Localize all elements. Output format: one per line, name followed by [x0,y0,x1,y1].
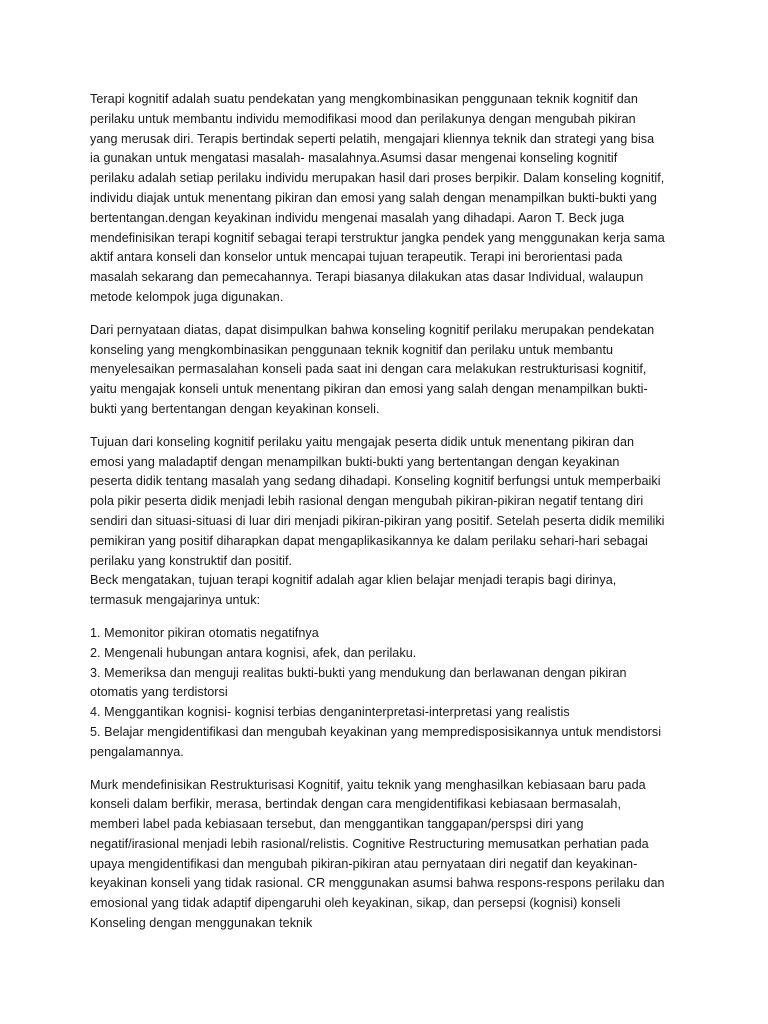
list-item: 1. Memonitor pikiran otomatis negatifnya [90,625,319,640]
list-item: 5. Belajar mengidentifikasi dan mengubah keyakinan yang mempredisposisikannya untuk mendistorsi pengalamannya. [90,724,662,759]
paragraph-restructuring: Murk mendefinisikan Restrukturisasi Kognitif, yaitu teknik yang menghasilkan kebiasaan baru pada konseli dalam berfikir, merasa, bertindak dengan cara mengidentifikasi kebiasaan bermasalah, memberi label pada kebiasaan tersebut, dan menggantikan tanggapan/perspsi diri yang negatif/irasional menjadi lebih rasional/relistis. Cognitive Restructuring memusatkan perhatian pada upaya mengidentifikasi dan mengubah pikiran-pikiran atau pernyataan diri negatif dan keyakinan-keyakinan konseli yang tidak rasional. CR menggunakan asumsi bahwa respons-respons perilaku dan emosional yang tidak adaptif dipengaruhi oleh keyakinan, sikap, dan persepsi (kognisi) konseli Konseling dengan menggunakan teknik [90,777,665,931]
list-item: 3. Memeriksa dan menguji realitas bukti-bukti yang mendukung dan berlawanan dengan pikiran otomatis yang terdistorsi [90,665,627,700]
numbered-list [90,624,665,763]
list-item: 4. Menggantikan kognisi- kognisi terbias denganinterpretasi-interpretasi yang realistis [90,705,570,720]
paragraph-conclusion: Dari pernyataan diatas, dapat disimpulkan bahwa konseling kognitif perilaku merupakan pendekatan konseling yang mengkombinasikan penggunaan teknik kognitif dan perilaku untuk membantu menyelesaikan permasalahan konseli pada saat ini dengan cara melakukan restrukturisasi kognitif, yaitu mengajak konseli untuk menentang pikiran dan emosi yang salah dengan menampilkan bukti-bukti yang bertentangan dengan keyakinan konseli. [90,322,655,416]
paragraph-beck: Beck mengatakan, tujuan terapi kognitif adalah agar klien belajar menjadi terapis bagi dirinya, termasuk mengajarinya untuk: [90,573,617,608]
list-item: 2. Mengenali hubungan antara kognisi, afek, dan perilaku. [90,645,417,660]
paragraph-objective: Tujuan dari konseling kognitif perilaku yaitu mengajak peserta didik untuk menentang pikiran dan emosi yang maladaptif dengan menampilkan bukti-bukti yang bertentangan dengan keyakinan peserta didik tentang masalah yang sedang dihadapi. Konseling kognitif berfungsi untuk memperbaiki pola pikir peserta didik menjadi lebih rasional dengan mengubah pikiran-pikiran negatif tentang diri sendiri dan situasi-situasi di luar diri menjadi pikiran-pikiran yang positif. Setelah peserta didik memiliki pemikiran yang positif diharapkan dapat mengaplikasikannya ke dalam perilaku sehari-hari sebagai perilaku yang konstruktif dan positif. [90,434,665,568]
document-page [90,90,665,934]
paragraph-intro: Terapi kognitif adalah suatu pendekatan yang mengkombinasikan penggunaan teknik kognitif dan perilaku untuk membantu individu memodifikasi mood dan perilakunya dengan mengubah pikiran yang merusak diri. Terapis bertindak seperti pelatih, mengajari kliennya teknik dan strategi yang bisa ia gunakan untuk mengatasi masalah- masalahnya.Asumsi dasar mengenai konseling kognitif perilaku adalah setiap perilaku individu merupakan hasil dari proses berpikir. Dalam konseling kognitif, individu diajak untuk menentang pikiran dan emosi yang salah dengan menampilkan bukti-bukti yang bertentangan.dengan keyakinan individu mengenai masalah yang dihadapi. Aaron T. Beck juga mendefinisikan terapi kognitif sebagai terapi terstruktur jangka pendek yang menggunakan kerja sama aktif antara konseli dan konselor untuk mencapai tujuan terapeutik. Terapi ini berorientasi pada masalah sekarang dan pemecahannya. Terapi biasanya dilakukan atas dasar Individual, walaupun metode kelompok juga digunakan. [90,92,665,304]
